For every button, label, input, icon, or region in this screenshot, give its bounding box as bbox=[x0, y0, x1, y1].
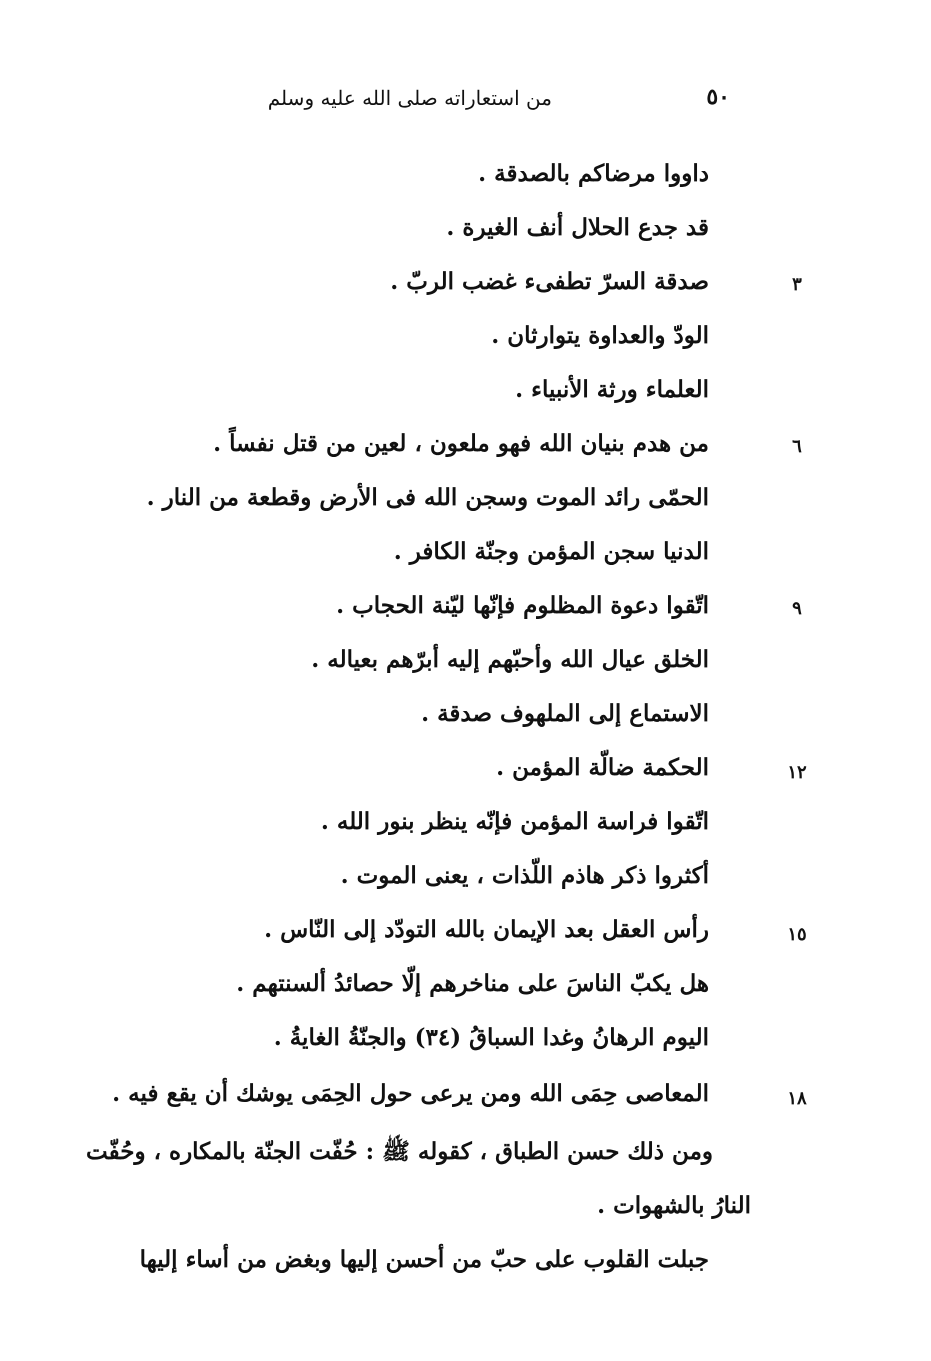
final-line: جبلت القلوب على حبّ من أحسن إليها وبغض من أساء إليها bbox=[139, 1246, 709, 1273]
line-number: ٣ bbox=[792, 274, 802, 295]
text-line: المعاصى حِمَى الله ومن يرعى حول الحِمَى يوشك أن يقع فيه . bbox=[112, 1080, 709, 1107]
text-line: صدقة السرّ تطفىء غضب الربّ . bbox=[390, 268, 709, 295]
text-line: العلماء ورثة الأنبياء . bbox=[515, 376, 709, 403]
page-header bbox=[267, 78, 730, 118]
line-number: ٩ bbox=[792, 598, 802, 619]
text-line: الحكمة ضالّة المؤمن . bbox=[496, 754, 709, 781]
text-line: اتّقوا دعوة المظلوم فإنّها ليّنة الحجاب . bbox=[336, 592, 709, 619]
text-line: الحمّى رائد الموت وسجن الله فى الأرض وقطعة من النار . bbox=[146, 484, 709, 511]
paragraph-line: النارُ بالشهوات . bbox=[597, 1192, 751, 1219]
running-title: من استعاراته صلى الله عليه وسلم bbox=[267, 86, 552, 110]
text-line: اليوم الرهانُ وغدا السباقُ (٣٤) والجنّةُ الغايةُ . bbox=[273, 1024, 709, 1051]
text-line: قد جدع الحلال أنف الغيرة . bbox=[446, 214, 709, 241]
text-line: الدنيا سجن المؤمن وجنّة الكافر . bbox=[393, 538, 709, 565]
text-line: الاستماع إلى الملهوف صدقة . bbox=[421, 700, 709, 727]
text-line: هل يكبّ الناسَ على مناخرهم إلّا حصائدُ ألسنتهم . bbox=[236, 970, 709, 997]
text-line: رأس العقل بعد الإيمان بالله التودّد إلى النّاس . bbox=[264, 916, 709, 943]
line-number: ١٥ bbox=[787, 924, 807, 945]
text-line: اتّقوا فراسة المؤمن فإنّه ينظر بنور الله . bbox=[320, 808, 709, 835]
text-line: من هدم بنيان الله فهو ملعون ، لعين من قتل نفساً . bbox=[213, 430, 709, 457]
text-line: الخلق عيال الله وأحبّهم إليه أبرّهم بعياله . bbox=[311, 646, 709, 673]
page-number: ٥٠ bbox=[706, 84, 730, 110]
line-number: ١٨ bbox=[787, 1088, 807, 1109]
paragraph-line: ومن ذلك حسن الطباق ، كقوله ﷺ : حُفّت الجنّة بالمكاره ، وحُفّت bbox=[86, 1138, 713, 1165]
line-number: ١٢ bbox=[787, 762, 807, 783]
line-number: ٦ bbox=[792, 436, 802, 457]
text-line: داووا مرضاكم بالصدقة . bbox=[478, 160, 709, 187]
text-line: أكثروا ذكر هاذم اللّذات ، يعنى الموت . bbox=[340, 862, 709, 889]
text-line: الودّ والعداوة يتوارثان . bbox=[491, 322, 709, 349]
